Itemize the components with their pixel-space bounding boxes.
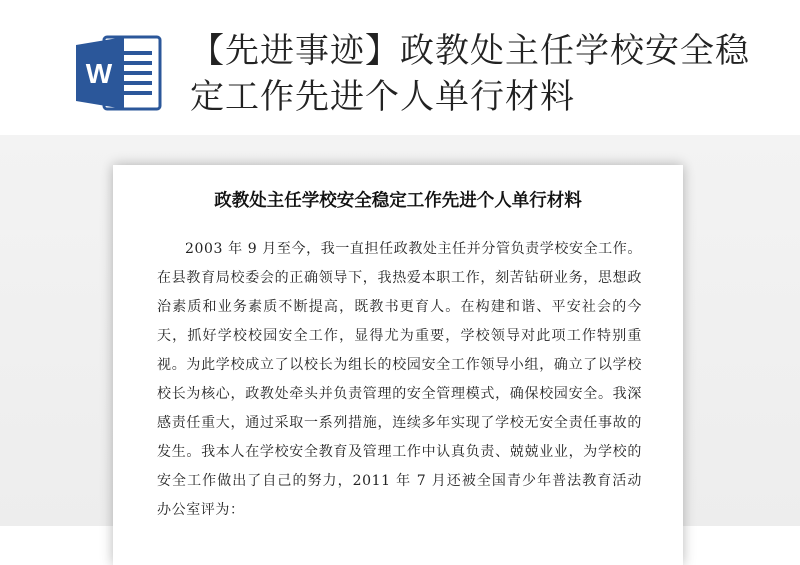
word-icon-letter: W (85, 58, 113, 89)
header-title: 【先进事迹】政教处主任学校安全稳定工作先进个人单行材料 (190, 31, 750, 117)
document-paragraph: 2003 年 9 月至今，我一直担任政教处主任并分管负责学校安全工作。在县教育局校委会的正确领导下，我热爱本职工作，刻苦钻研业务，思想政治素质和业务素质不断提高，既教书更育人。在构建和谐、平安社会的今天，抓好学校校园安全工作，显得尤为重要，学校领导对此项工作特别重视。为此学校成立了以校长为组长的校园安全工作领导小组，确立了以学校校长为核心，政教处牵头并负责管理的安全管理模式，确保校园安全。我深感责任重大，通过采取一系列措施，连续多年实现了学校无安全责任事故的发生。我本人在学校安全教育及管理工作中认真负责、兢兢业业，为学校的安全工作做出了自己的努力，2011 年 7 月还被全国青少年普法教育活动办公室评为： (157, 241, 642, 518)
document-page (113, 165, 683, 565)
document-title: 政教处主任学校安全稳定工作先进个人单行材料 (214, 191, 582, 211)
header-banner (0, 0, 800, 135)
word-document-icon (74, 33, 164, 113)
